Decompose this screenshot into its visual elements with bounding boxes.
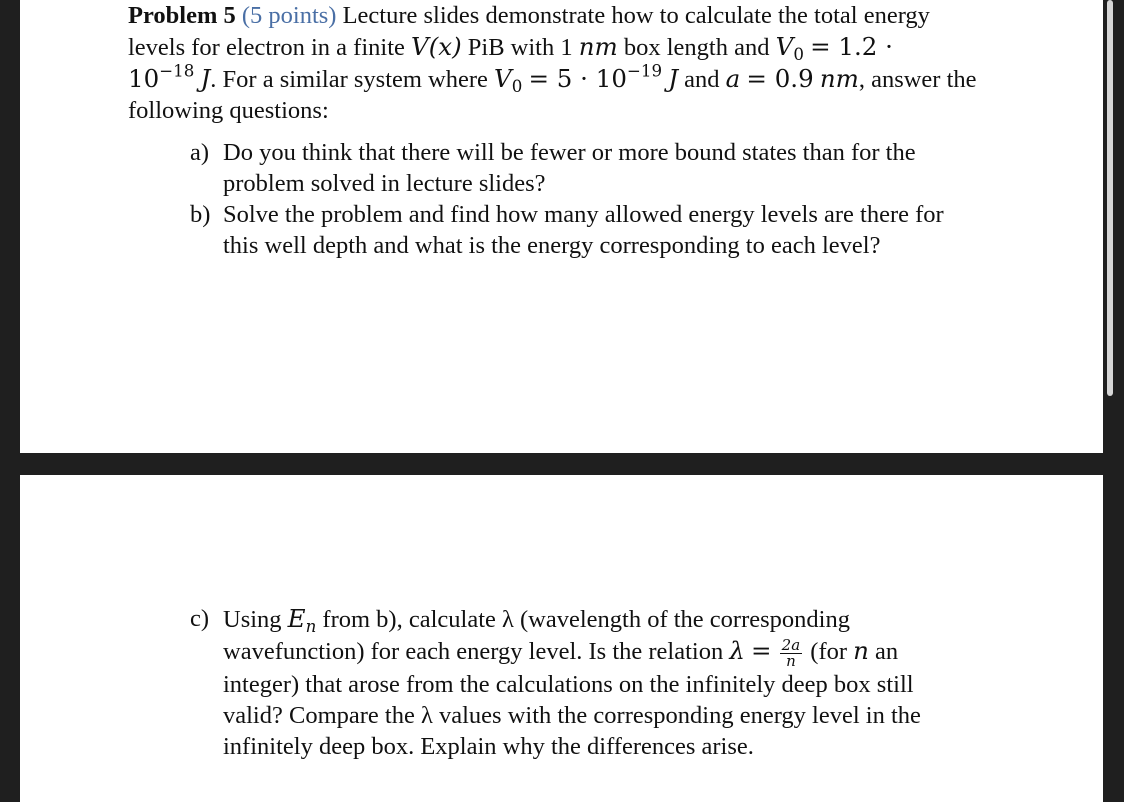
v0-symbol [775, 32, 804, 64]
scrollbar-thumb[interactable] [1107, 0, 1113, 396]
power-exponent: −18 [159, 61, 195, 81]
question-text-line: infinitely deep box. Explain why the differences arise. [223, 732, 754, 760]
problem-text: PiB with 1 [467, 34, 573, 61]
question-b [190, 199, 950, 261]
problem-points: (5 points) [241, 2, 337, 29]
question-text-line: problem solved in lecture slides? [223, 170, 546, 197]
question-text: wavefunction) for each energy level. Is the relation [223, 638, 724, 665]
v0-subscript: 0 [511, 76, 523, 96]
power-base: 10 [128, 64, 160, 93]
problem-line-2 [128, 31, 968, 63]
unit-nm: nm [819, 64, 859, 93]
problem-line-3 [128, 61, 977, 96]
question-text-line: integer) that arose from the calculations on the infinitely deep box still [223, 670, 914, 698]
unit-nm: nm [578, 32, 618, 61]
question-list-page-1 [190, 137, 950, 261]
question-marker: c) [190, 605, 210, 632]
energy-letter: E [287, 604, 306, 633]
problem-statement [128, 0, 977, 126]
unit-joule: J [668, 64, 679, 93]
question-marker: a) [190, 139, 210, 166]
problem-title: Problem 5 [128, 2, 236, 29]
problem-text: . For a similar system where [210, 66, 488, 93]
question-text: an [875, 638, 899, 665]
question-text: Using [223, 606, 282, 633]
v0-subscript: 0 [793, 44, 804, 64]
question-list-page-2 [190, 603, 950, 762]
question-text-line: valid? Compare the λ values with the corresponding energy level in the [223, 701, 921, 729]
power-base: = 5 · 10 [528, 64, 627, 93]
v0-letter: V [775, 32, 794, 61]
v0-symbol [494, 64, 523, 96]
question-text-line [223, 635, 950, 669]
potential-function: V(x) [411, 32, 462, 61]
box-length-value: = 0.9 [746, 64, 814, 93]
question-text-line: Do you think that there will be fewer or more bound states than for the [223, 139, 916, 166]
energy-subscript: n [305, 616, 317, 636]
power-exponent: −19 [626, 61, 663, 81]
power-of-ten [128, 61, 195, 93]
problem-text: , answer the [858, 66, 977, 93]
problem-intro-text: Lecture slides demonstrate how to calculate the total energy [342, 2, 930, 29]
question-text-line [223, 603, 950, 635]
n-symbol: n [853, 636, 869, 665]
problem-text: box length and [623, 34, 770, 61]
question-text: from b), calculate λ (wavelength of the corresponding [322, 606, 850, 633]
question-text-line: this well depth and what is the energy corresponding to each level? [223, 232, 881, 259]
equals-sign: = [751, 636, 772, 665]
lambda-symbol: λ [729, 636, 745, 665]
wavelength-fraction [780, 635, 803, 670]
v0-value-new [528, 61, 663, 93]
question-text: (for [810, 638, 848, 665]
problem-line-1 [128, 0, 968, 31]
v0-value-lecture: = 1.2 · [810, 32, 893, 61]
problem-text: levels for electron in a finite [128, 34, 405, 61]
fraction-denominator: n [786, 651, 796, 670]
unit-joule: J [200, 64, 211, 93]
problem-text: and [684, 66, 720, 93]
question-marker: b) [190, 201, 211, 228]
question-a [190, 137, 950, 199]
fraction-numerator: 2a [781, 635, 801, 654]
energy-symbol [287, 604, 317, 636]
v0-letter: V [494, 64, 512, 93]
question-c [190, 603, 950, 762]
question-text-line: Solve the problem and find how many allowed energy levels are there for [223, 201, 944, 228]
problem-line-4: following questions: [128, 97, 329, 124]
box-length-symbol: a [725, 64, 741, 93]
